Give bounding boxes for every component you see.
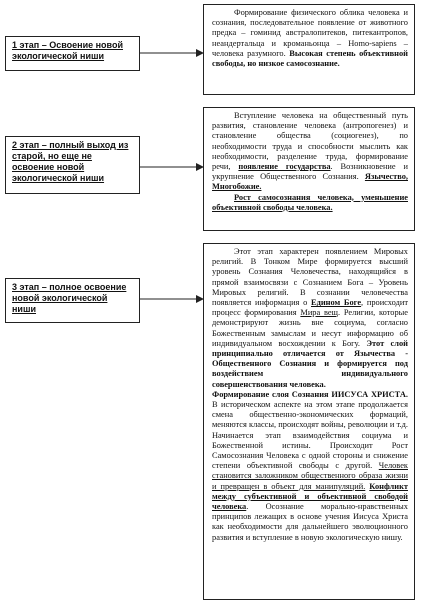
stage-3-history: В историческом аспекте на этом этапе продолжается смена общественно-экономических формаций, меняются классы, происходят войны, революции и т.д. Начинается этап взаимодействия социума и Божественной истины. Происходит Рост Самосознания Человека с одной стороны и снижение степени объективной свободы с другой.	[212, 400, 408, 471]
stage-2-consciousness: . Возникновение и укрупнение Общественного Сознания.	[212, 162, 408, 182]
stage-1-text: Формирование физического облика человека и сознания, последовательное появление от животного предка – гоминид австралопитеков, питекантропов, неандертальца и кроманьонца – Homo-sapiens – человека разумного.	[212, 8, 408, 58]
stage-2-description	[203, 107, 415, 231]
stage-3-conclusion: . Осознание морально-нравственных принципов лежащих в основе учения Иисуса Христа как необходимости для дальнейшего эволюционного развития и вступление в новую экологическую нишу.	[212, 502, 408, 542]
stage-2-text: Вступление человека на общественный путь развития, становление человека (антропогенез) и становление общества (социогенез), по необходимости труда и способности мыслить как необходимости, разделение труда, формирование речи,	[212, 111, 408, 172]
stage-3-label: 3 этап – полное освоение новой экологической ниши	[5, 278, 140, 323]
stage-2-state-note: появление государства	[238, 162, 331, 172]
stage-1-label: 1 этап – Освоение новой экологической ниши	[5, 36, 140, 71]
stage-3-hostage-note: Человек становится заложником общественного образа жизни и превращен в объект для манипуляций.	[212, 461, 408, 491]
stage-2-polytheism: Язычество, Многобожие.	[212, 172, 408, 192]
stage-3-description	[203, 243, 415, 600]
stage-1-description	[203, 4, 415, 95]
stage-2-label: 2 этап – полный выход из старой, но еще не освоение новой экологической ниши	[5, 136, 140, 194]
stage-3-world-of-things: Мира вещ	[300, 308, 339, 318]
stage-3-text: Этот этап характерен появлением Мировых религий. В Тонком Мире формируется высший уровень Сознания Человечества, находящийся в прямой взаимосвязи с Сознанием Бога – Уровень Мировых религий. В сознании человечества появляется информация о	[212, 247, 408, 308]
stage-3-christ-layer: Формирование слоя Сознания ИИСУСА ХРИСТА.	[212, 389, 408, 399]
stage-3-one-god: Едином Боге	[311, 298, 362, 308]
stage-2-self-awareness: Рост самосознания человека, уменьшение объективной свободы человека.	[212, 192, 408, 212]
stage-3-religions: . Религии, которые демонстрируют жизнь вне социума, согласно Божественным замыслам и несут информацию об индивидуальном восхождении к Богу.	[212, 308, 408, 348]
stage-1-freedom-note: Высокая степень объективной свободы, но низкое самосознание.	[212, 48, 409, 69]
stage-3-process: , происходит процесс формирования	[212, 298, 409, 318]
stage-3-layer-note: Этот слой принципиально отличается от Язычества - Общественного Сознания и формируется под воздействием индивидуального совершенствования человека.	[212, 338, 408, 389]
stage-3-conflict-note: Конфликт между субъективной и объективной свободой человека	[212, 481, 409, 512]
